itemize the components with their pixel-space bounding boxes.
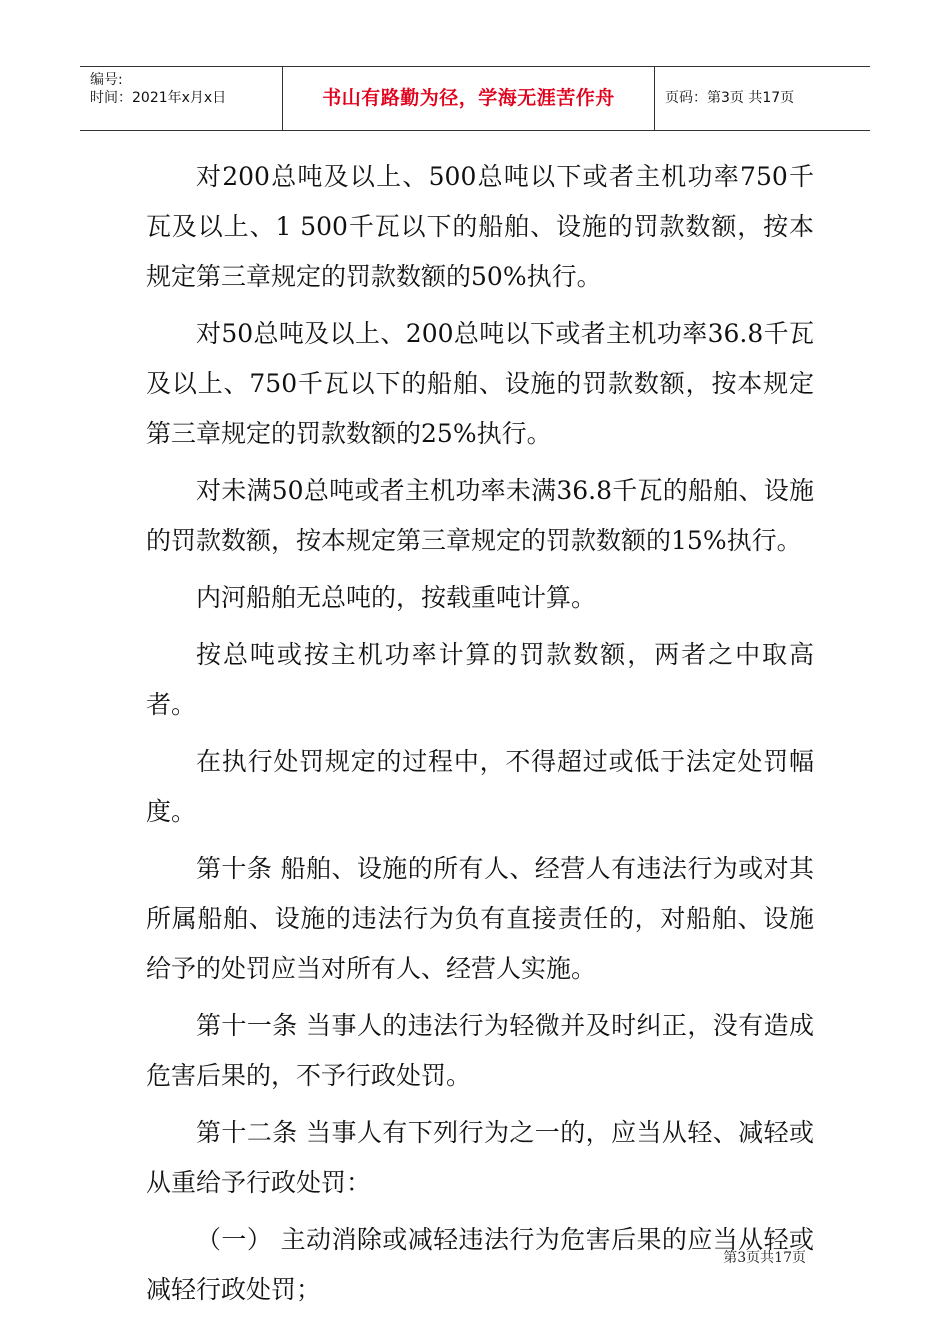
- paragraph: 按总吨或按主机功率计算的罚款数额，两者之中取高者。: [146, 640, 814, 719]
- header-divider-right: [654, 67, 655, 130]
- page-header: [80, 66, 870, 131]
- header-number-label: 编号:: [90, 72, 123, 88]
- article-paragraph: 第十二条 当事人有下列行为之一的，应当从轻、减轻或从重给予行政处罚：: [146, 1118, 814, 1197]
- page-footer: 第3页共17页: [723, 1250, 806, 1266]
- header-motto: 书山有路勤为径，学海无涯苦作舟: [322, 87, 615, 109]
- paragraph: 在执行处罚规定的过程中，不得超过或低于法定处罚幅度。: [146, 747, 814, 826]
- paragraph: 内河船舶无总吨的，按载重吨计算。: [196, 583, 597, 612]
- article-paragraph: 第十一条 当事人的违法行为轻微并及时纠正，没有造成危害后果的，不予行政处罚。: [146, 1011, 814, 1090]
- header-meta: [90, 71, 282, 107]
- paragraph: 对未满50总吨或者主机功率未满36.8千瓦的船舶、设施的罚款数额，按本规定第三章规定的罚款数额的15%执行。: [146, 476, 814, 555]
- paragraph: 对200总吨及以上、500总吨以下或者主机功率750千瓦及以上、1 500千瓦以下的船舶、设施的罚款数额，按本规定第三章规定的罚款数额的50%执行。: [146, 162, 814, 291]
- header-time-label: 时间：2021年x月x日: [90, 90, 227, 106]
- list-item-paragraph: （一） 主动消除或减轻违法行为危害后果的应当从轻或减轻行政处罚；: [146, 1225, 814, 1304]
- article-paragraph: 第十条 船舶、设施的所有人、经营人有违法行为或对其所属船舶、设施的违法行为负有直接责任的，对船舶、设施给予的处罚应当对所有人、经营人实施。: [146, 854, 814, 983]
- document-body: [146, 152, 814, 1322]
- paragraph: 对50总吨及以上、200总吨以下或者主机功率36.8千瓦及以上、750千瓦以下的船舶、设施的罚款数额，按本规定第三章规定的罚款数额的25%执行。: [146, 319, 814, 448]
- header-page-info: 页码：第3页 共17页: [665, 90, 795, 106]
